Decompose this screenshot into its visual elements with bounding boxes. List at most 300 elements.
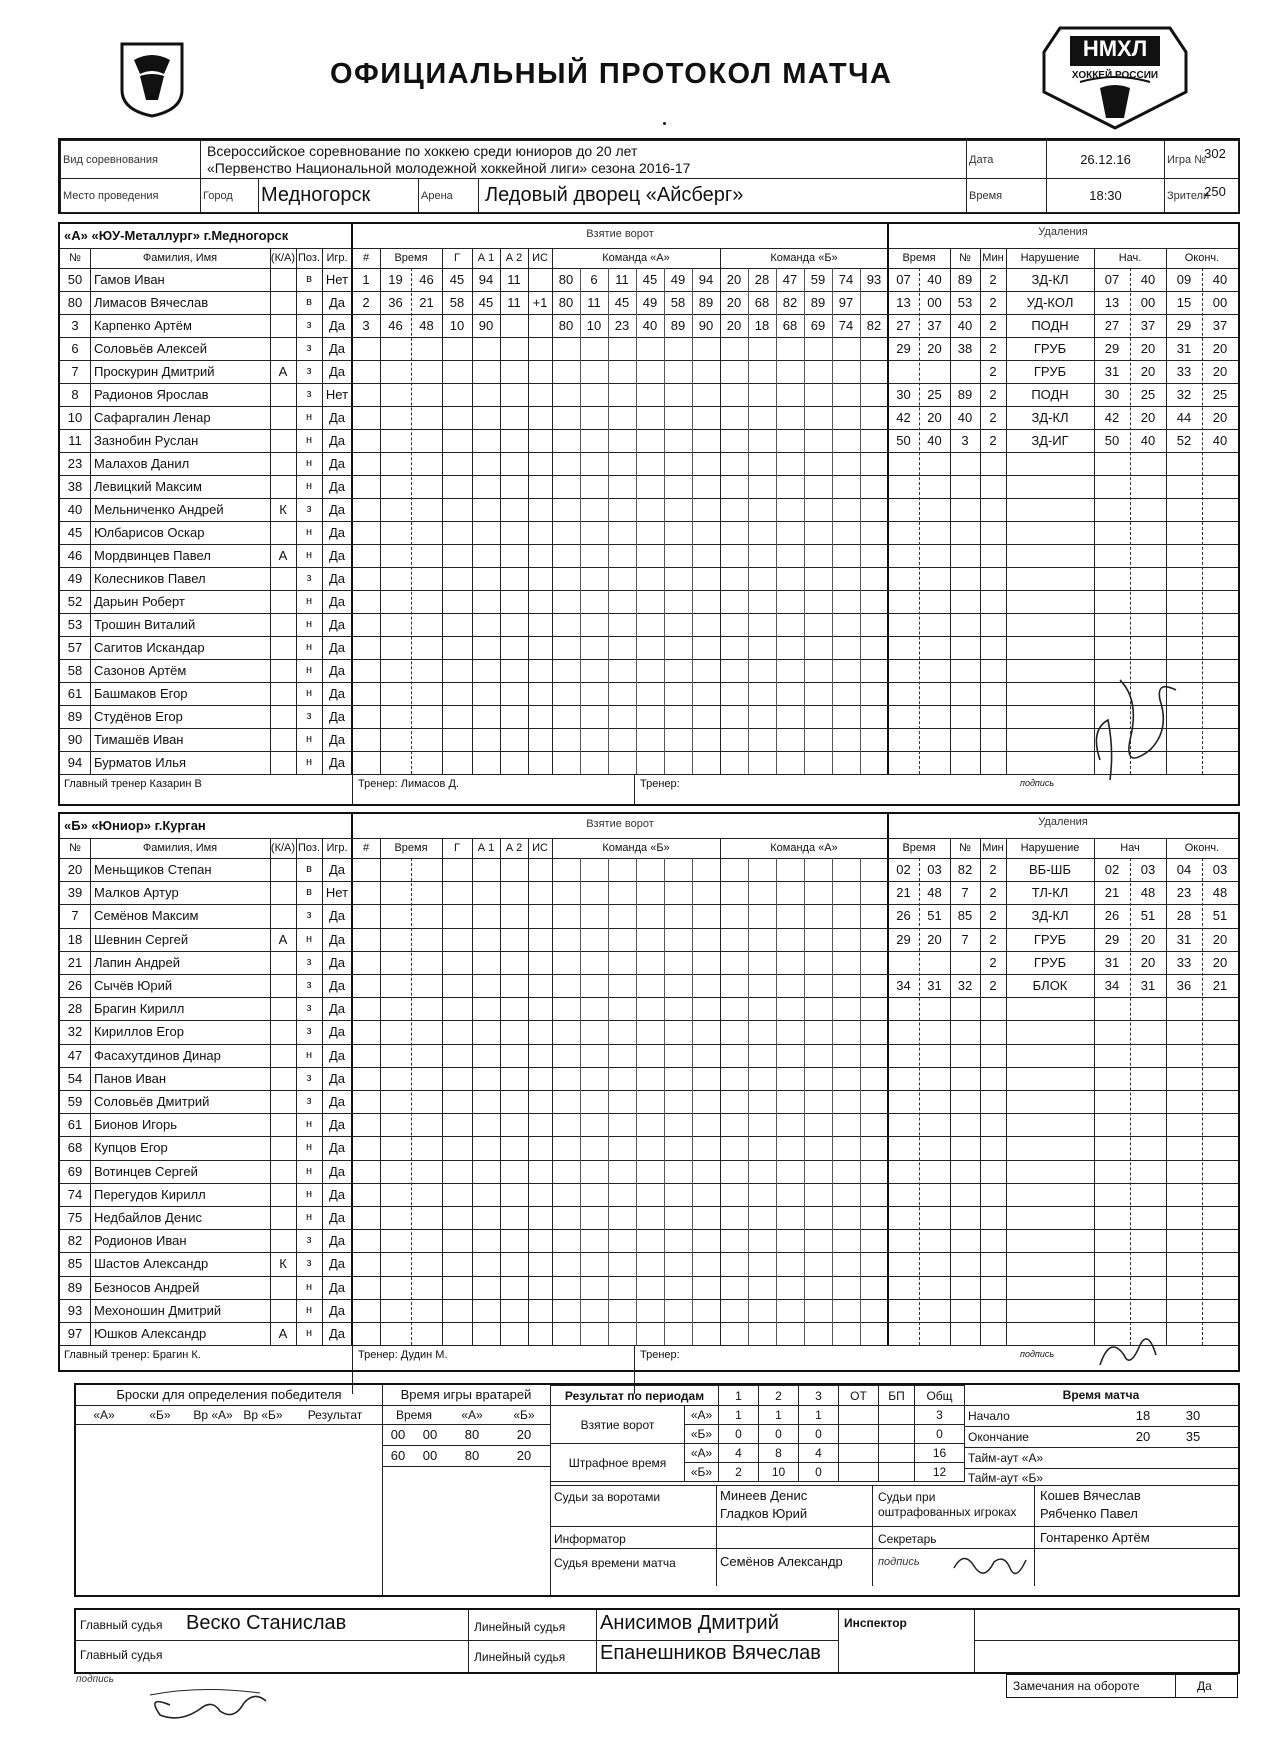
penalty-minute [888,360,919,383]
shootout-col-time-a: Вр «А» [193,1408,233,1422]
player-name: Башмаков Егор [94,686,188,701]
player-played: Да [328,1326,346,1341]
player-number: 61 [67,686,83,701]
team-a-col-pmin: Мин [982,252,1004,264]
pim-b-p2: 10 [759,1463,799,1482]
pim-b-p3: 0 [799,1463,839,1482]
competition-line1: Всероссийское соревнование по хоккею среди юниоров до 20 лет [207,142,638,159]
goalie-time-title: Время игры вратарей [382,1385,550,1406]
penalty-end-sec: 48 [1212,885,1228,901]
team-b-player-row [60,1090,352,1113]
penalty-player: 89 [957,387,973,402]
player-number: 69 [67,1163,83,1179]
period-col-ot: ОТ [839,1386,879,1406]
player-name: Лимасов Вячеслав [94,295,209,310]
penalty-start-min: 29 [1104,341,1120,356]
player-number: 52 [67,594,83,609]
penalty-start-sec: 20 [1140,364,1156,379]
player-number: 40 [67,502,83,517]
player-captain: А [278,1326,288,1341]
player-number: 61 [67,1117,83,1133]
player-name: Панов Иван [94,1070,167,1086]
player-played: Да [328,663,346,678]
player-played: Да [328,1140,346,1156]
penalty-second: 20 [927,341,942,356]
player-number: 68 [67,1140,83,1156]
player-position: н [305,618,313,630]
penalty-end-min: 09 [1176,272,1192,287]
player-played: Да [328,1001,346,1017]
place-label: Место проведения [61,179,201,213]
player-played: Нет [325,885,349,901]
competition-line2: «Первенство Национальной молодежной хоккейной лиги» сезона 2016-17 [207,159,691,176]
secretary-name: Гонтаренко Артём [1040,1530,1150,1545]
penalty-player: 7 [961,885,969,901]
player-played: Да [328,433,346,448]
player-played: Да [328,341,346,356]
penalty-end-sec: 25 [1212,387,1228,402]
penalty-player [950,360,980,383]
player-played: Да [328,1256,346,1272]
penalty-start-sec: 20 [1140,931,1156,947]
team-a-goals-title: Взятие ворот [586,228,654,240]
timekeeper-name: Семёнов Александр [720,1554,843,1569]
goal-assist-1: 45 [478,295,494,310]
time-separator [411,268,412,774]
penalty-violation: ЗД-КЛ [1031,908,1069,924]
team-b-signature [1090,1325,1170,1375]
team-a-col-pstart: Нач. [1118,252,1142,264]
penalty-duration: 2 [989,410,997,425]
team-b-player-row [60,997,352,1020]
grid-line [832,858,833,1345]
player-captain: К [279,502,287,517]
grid-line [860,268,861,774]
player-position: з [306,1002,312,1015]
match-end-row [964,1427,1238,1448]
team-b-team-title: «Б» «Юниор» г.Курган [64,818,206,833]
goalie-row-a: 80 [464,1448,480,1463]
penalty-violation: ГРУБ [1033,954,1067,970]
team-a-col-pend: Оконч. [1184,252,1220,264]
team-a-penalties-title: Удаления [1038,226,1088,238]
penalty-minute: 27 [896,318,911,333]
pim-b-ot [839,1463,879,1482]
timeout-a: Тайм-аут «А» [964,1448,1238,1469]
player-position: н [305,1187,313,1200]
player-name: Вотинцев Сергей [94,1163,198,1179]
player-position: в [306,863,312,875]
goal-judge-2: Гладков Юрий [720,1506,808,1521]
team-b-goals-title: Взятие ворот [586,818,654,830]
player-name: Бионов Игорь [94,1117,177,1133]
penalty-second: 51 [927,908,942,924]
team-a-player-row [60,751,352,774]
player-number: 58 [67,663,83,678]
player-position: з [306,979,312,991]
on-ice-a: 80 [558,295,574,310]
player-position: в [306,886,312,899]
pim-a-p3: 4 [799,1444,839,1463]
team-b-col-num: № [69,842,81,854]
player-played: Да [328,686,346,701]
team-a-player-row [60,498,352,521]
on-ice-a: 80 [558,318,574,333]
player-position: з [306,1071,312,1084]
player-name: Проскурин Дмитрий [94,364,215,379]
player-number: 7 [71,908,79,924]
grid-line [60,838,1238,839]
penalty-duration: 2 [989,931,997,947]
on-ice-a: 11 [587,295,601,310]
pim-a-ot [839,1444,879,1463]
penalty-violation: ТЛ-КЛ [1031,885,1069,901]
on-ice-a: 89 [670,318,686,333]
on-ice-b: 20 [726,318,742,333]
team-b-col-pos: Поз. [298,842,320,854]
on-ice-b: 68 [782,318,798,333]
player-number: 85 [67,1256,83,1272]
player-name: Родионов Иван [94,1233,187,1249]
player-number: 23 [67,456,83,471]
player-position: н [305,641,313,653]
city-label: Город [201,179,259,213]
goals-b-p2: 0 [759,1425,799,1444]
penalty-start-min: 29 [1104,931,1120,947]
team-b-player-row [60,881,352,904]
penalty-player [950,951,980,974]
grid-line [608,268,609,774]
on-ice-a: 40 [642,318,658,333]
team-a-col-ta: Команда «А» [602,252,670,264]
goalie-col-b: «Б» [513,1408,535,1422]
remarks-label: Замечания на обороте [1013,1679,1140,1693]
divider [76,1640,468,1641]
goal-minute: 46 [388,318,403,333]
time-separator [411,858,412,1345]
player-played: Да [328,1163,346,1179]
player-played: Да [328,862,346,877]
timeout-b: Тайм-аут «Б» [968,1471,1044,1485]
team-b-player-row [60,1322,352,1345]
timekeeper-label: Судья времени матча [554,1556,676,1570]
penalty-start-min: 13 [1104,295,1120,310]
grid-line [60,248,1238,249]
player-played: Да [328,1070,346,1086]
on-ice-a: 6 [590,272,598,287]
shootout-header [76,1406,382,1425]
player-played: Да [328,1094,346,1109]
penalty-start-min: 26 [1104,908,1120,924]
player-played: Да [328,931,346,947]
player-played: Да [328,594,346,609]
penalty-start-sec: 25 [1140,387,1156,402]
team-a-col-gnum: # [362,252,370,264]
team-a-col-is: ИС [532,252,548,264]
team-a-player-row [60,567,352,590]
team-b-player-row [60,1044,352,1067]
team-a-signature-label: подпись [1020,778,1055,788]
player-position: з [306,365,312,377]
team-a-player-row [60,360,352,383]
pim-team-a: «А» [685,1444,719,1463]
team-a-player-row [60,705,352,728]
player-number: 6 [71,341,79,356]
penalty-duration: 2 [989,272,997,287]
penalty-end-min: 31 [1176,931,1192,947]
penalty-start-min: 50 [1104,433,1120,448]
penalty-start-min: 21 [1104,885,1120,901]
on-ice-b: 47 [782,272,798,287]
player-played: Да [328,732,346,747]
team-b-col-ptime: Время [902,842,936,854]
team-a-team-title: «А» «ЮУ-Металлург» г.Медногорск [64,228,289,243]
goals-b-so [879,1425,915,1444]
goals-b-p3: 0 [799,1425,839,1444]
penalty-second: 48 [927,885,942,901]
penalty-minute: 07 [896,272,911,287]
penalty-end-min: 44 [1176,410,1192,425]
match-start-minute: 30 [1185,1408,1201,1423]
grid-line [776,268,777,774]
team-b-player-row [60,951,352,974]
on-ice-a: 45 [642,272,658,287]
goal-assist-2: 11 [507,272,521,287]
goalie-col-a: «А» [461,1408,483,1422]
goalie-time-header [382,1406,550,1425]
team-a-player-row [60,544,352,567]
team-b-col-gtime: Время [394,842,428,854]
team-b-col-tb: Команда «А» [770,842,838,854]
on-ice-a: 49 [670,272,686,287]
goals-team-b: «Б» [685,1425,719,1444]
penalty-start-min: 30 [1104,387,1120,402]
player-name: Гамов Иван [94,272,165,287]
team-b-col-is: ИС [532,842,548,854]
match-start-hour: 18 [1135,1408,1151,1423]
team-a-player-row [60,429,352,452]
player-position: н [305,756,313,768]
divider [872,1486,873,1586]
goals-a-p3: 1 [799,1406,839,1425]
match-start-label: Начало [968,1409,1010,1423]
goalie-row [382,1446,550,1467]
penalty-violation: ЗД-КЛ [1031,272,1069,287]
penalty-violation: ЗД-ИГ [1031,433,1069,448]
team-a-player-row [60,406,352,429]
player-name: Студёнов Егор [94,709,183,724]
grid-line [832,268,833,774]
team-b-player-row [60,1206,352,1229]
goals-team-a: «А» [685,1406,719,1425]
penalty-end-min: 52 [1176,433,1192,448]
penalty-violation: ВБ-ШБ [1029,862,1071,877]
player-name: Зазнобин Руслан [94,433,199,448]
team-a-col-tb: Команда «Б» [770,252,838,264]
federation-logo [118,40,186,118]
penalty-minute [888,951,919,974]
inspector-label: Инспектор [844,1616,907,1630]
penalty-start-sec: 20 [1140,410,1156,425]
player-position: з [306,1234,312,1247]
logo-text-bottom: ХОККЕЙ РОССИИ [1071,70,1159,81]
goal-number: 3 [362,318,370,333]
team-b-col-ta: Команда «Б» [602,842,670,854]
team-b-player-row [60,904,352,927]
divider [468,1610,469,1672]
pim-b-so [879,1463,915,1482]
divider [1175,1675,1176,1697]
penalty-start-min: 02 [1104,862,1120,877]
team-b-player-row [60,1183,352,1206]
penalty-second: 20 [927,410,942,425]
player-position: з [306,1257,312,1270]
team-a-player-row [60,659,352,682]
player-position: з [306,572,312,584]
grid-line [804,858,805,1345]
team-a-head-coach: Главный тренер Казарин В [64,778,202,790]
penalty-duration: 2 [989,954,997,970]
period-col-so: БП [879,1386,915,1406]
info-table [60,140,1239,213]
player-position: н [305,480,313,492]
on-ice-b [860,291,888,314]
player-played: Да [328,1233,346,1249]
on-ice-b: 82 [782,295,798,310]
goals-label: Взятие ворот [551,1406,685,1444]
pim-label: Штрафное время [551,1444,685,1482]
team-a-col-gtime: Время [394,252,428,264]
dot [663,122,666,125]
player-name: Мельниченко Андрей [94,502,224,517]
player-played: Да [328,1117,346,1133]
referee-signature-label: подпись [76,1674,114,1685]
on-ice-a: 80 [558,272,574,287]
player-name: Кириллов Егор [94,1024,184,1040]
grid-line [748,858,749,1345]
team-b-player-row [60,1136,352,1159]
divider [550,1526,1238,1527]
player-position: н [305,664,313,676]
arena-value: Ледовый дворец «Айсберг» [479,179,967,213]
player-name: Шастов Александр [94,1256,209,1272]
team-a-col-name: Фамилия, Имя [142,252,218,264]
player-number: 20 [67,862,83,877]
game-label: Игра № [1167,153,1207,166]
penalty-violation: ГРУБ [1033,364,1067,379]
team-a-player-row [60,291,352,314]
team-b-col-name: Фамилия, Имя [142,842,218,854]
penalty-player: 85 [957,908,973,924]
player-name: Сагитов Искандар [94,640,205,655]
player-played: Да [328,617,346,632]
player-position: н [305,549,313,561]
competition-name [201,141,967,179]
on-ice-b: 97 [838,295,854,310]
grid-line [720,838,721,1345]
player-played: Да [328,364,346,379]
team-b-col-pend: Оконч. [1184,842,1220,854]
penalty-minute: 13 [896,295,911,310]
player-number: 11 [68,433,82,448]
player-number: 47 [67,1047,83,1063]
goals-a-p2: 1 [759,1406,799,1425]
player-name: Карпенко Артём [94,318,192,333]
player-position: в [306,296,312,308]
player-played: Да [328,709,346,724]
pim-a-so [879,1444,915,1463]
player-name: Мордвинцев Павел [94,548,211,563]
penalty-end-min: 32 [1176,387,1192,402]
penalty-player: 38 [957,341,973,356]
secretary-signature [950,1548,1030,1578]
penalty-violation: БЛОК [1032,978,1068,993]
penalty-player: 82 [957,862,973,877]
goal-assist-2 [500,314,528,337]
player-number: 90 [67,732,83,747]
goal-judge-1: Минеев Денис [720,1488,808,1503]
goalie-row-sec: 00 [422,1448,438,1463]
player-number: 8 [71,387,79,402]
team-b-col-gnum: # [362,842,370,854]
player-played: Да [328,755,346,770]
penalty-minute: 30 [896,387,911,402]
penalty-second [919,360,950,383]
player-captain: А [278,931,288,947]
team-b-section [58,812,1240,1372]
player-number: 49 [67,571,83,586]
on-ice-a: 23 [614,318,630,333]
penalty-start-sec: 00 [1140,295,1156,310]
match-time-title: Время матча [964,1385,1238,1406]
player-number: 80 [67,295,83,310]
player-number: 89 [67,1279,83,1295]
player-name: Юлбарисов Оскар [94,525,205,540]
player-position: н [305,932,313,945]
player-number: 45 [67,525,83,540]
player-played: Да [328,456,346,471]
pim-a-total: 16 [915,1444,965,1463]
pim-a-p1: 4 [719,1444,759,1463]
player-played: Да [328,640,346,655]
penalty-violation: ГРУБ [1033,341,1067,356]
goal-situation: +1 [532,295,548,310]
penalty-start-min: 07 [1104,272,1120,287]
spectators-value: 250 [1204,184,1226,199]
player-position: з [306,1025,312,1038]
penalty-end-min: 33 [1176,364,1192,379]
penalty-minute: 29 [896,341,911,356]
grid-line [60,774,1238,775]
goal-second: 48 [419,318,434,333]
goal-number: 1 [362,272,370,287]
player-position: з [306,388,312,400]
on-ice-b: 68 [754,295,770,310]
player-played: Да [328,295,346,310]
player-captain: К [279,1256,287,1272]
goals-a-so [879,1406,915,1425]
penalty-start-sec: 48 [1140,885,1156,901]
team-a-player-row [60,682,352,705]
arena-label: Арена [419,179,479,213]
penalty-duration: 2 [989,433,997,448]
team-b-col-pstart: Нач [1120,842,1140,854]
divider [468,1640,838,1641]
spectators-label: Зрители [1165,179,1239,213]
player-played: Да [328,548,346,563]
goalie-row-a: 80 [464,1427,480,1442]
divider [716,1486,717,1586]
